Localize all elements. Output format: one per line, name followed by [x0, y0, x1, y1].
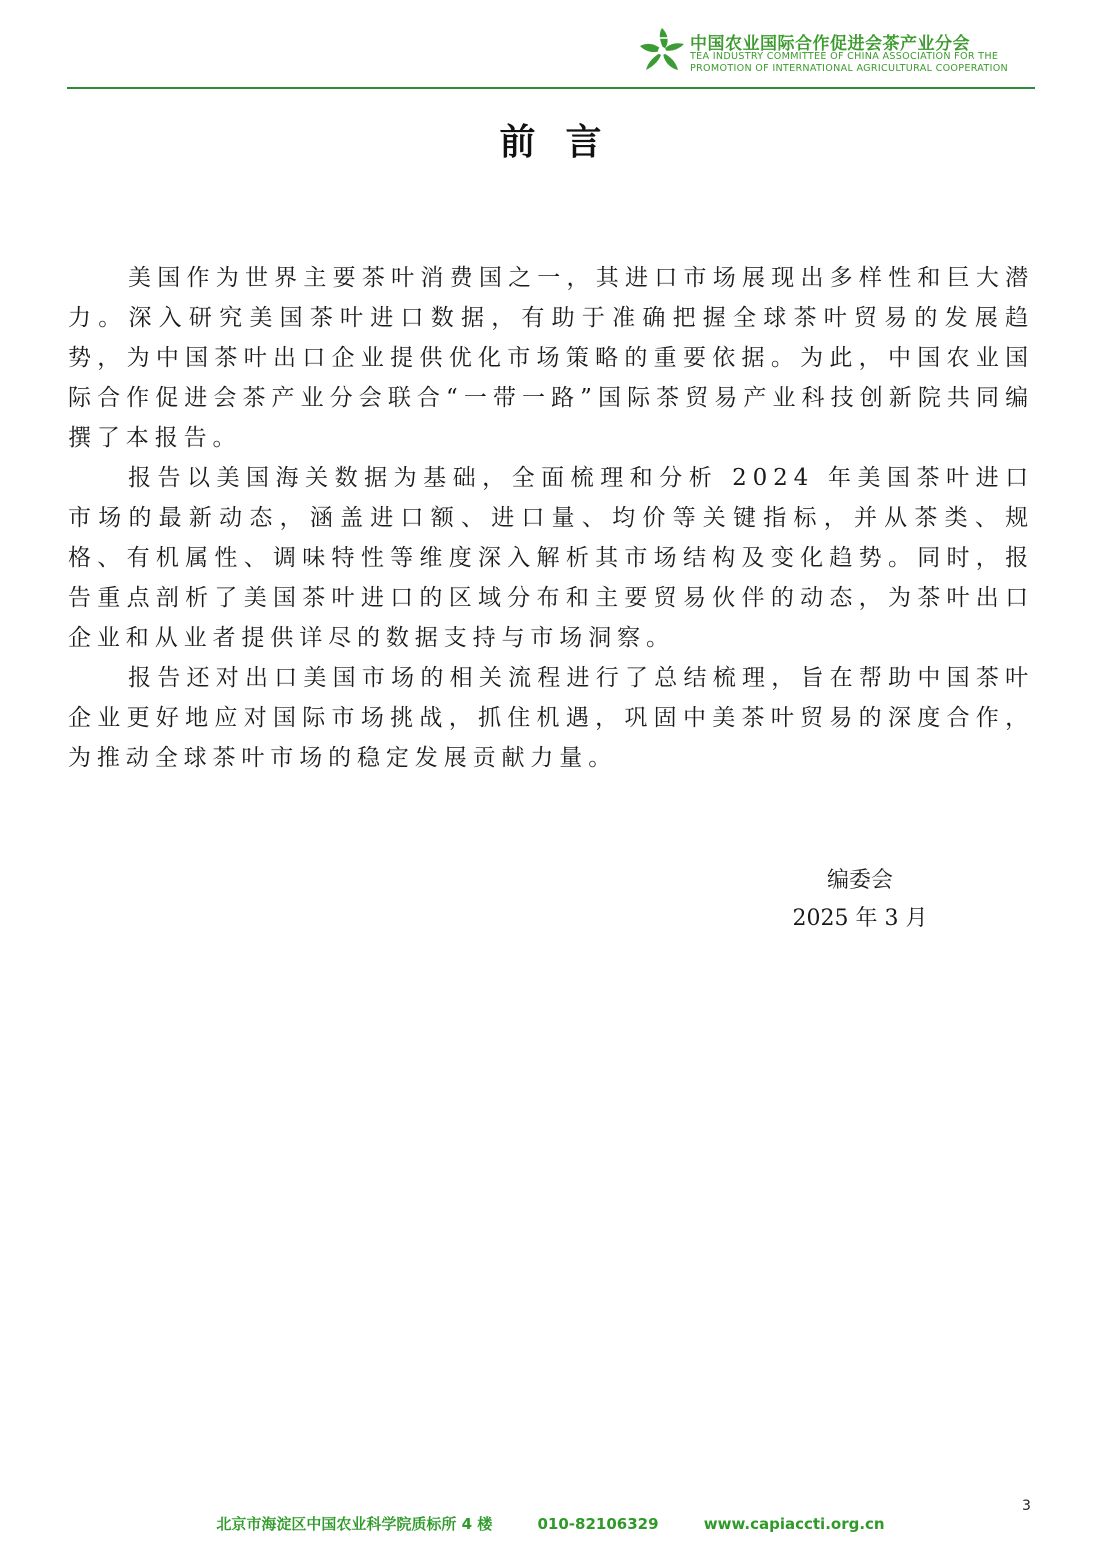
paragraph: 报告以美国海关数据为基础，全面梳理和分析 2024 年美国茶叶进口市场的最新动态，涵盖进口额、进口量、均价等关键指标，并从茶类、规格、有机属性、调味特性等维度深入解析其市场结构及变化趋势。同时，报告重点剖析了美国茶叶进口的区域分布和主要贸易伙伴的动态，为茶叶出口企业和从业者提供详尽的数据支持与市场洞察。 [68, 465, 1034, 651]
organization-name-cn: 中国农业国际合作促进会茶产业分会 [690, 34, 970, 54]
footer-phone: 010-82106329 [537, 1515, 659, 1533]
paragraph: 美国作为世界主要茶叶消费国之一，其进口市场展现出多样性和巨大潜力。深入研究美国茶叶进口数据，有助于准确把握全球茶叶贸易的发展趋势，为中国茶叶出口企业提供优化市场策略的重要依据。为此，中国农业国际合作促进会茶产业分会联合“一带一路”国际茶贸易产业科技创新院共同编撰了本报告。 [68, 265, 1034, 451]
page-number: 3 [1022, 1498, 1031, 1514]
signature-date: 2025 年 3 月 [792, 906, 928, 931]
page-title: 前言 [499, 121, 632, 163]
organization-name-en: TEA INDUSTRY COMMITTEE OF CHINA ASSOCIATION FOR THE PROMOTION OF INTERNATIONAL AGRICULTURAL COOPERATION [690, 51, 1009, 74]
signature-author: 编委会 [826, 868, 893, 893]
preface-body [68, 258, 1034, 778]
header-divider [67, 87, 1035, 89]
footer-address: 北京市海淀区中国农业科学院质标所 4 楼 [216, 1515, 493, 1533]
page-header [0, 0, 1101, 90]
signature-block [760, 862, 960, 938]
footer-website[interactable]: www.capiaccti.org.cn [703, 1515, 885, 1533]
paragraph: 报告还对出口美国市场的相关流程进行了总结梳理，旨在帮助中国茶叶企业更好地应对国际市场挑战，抓住机遇，巩固中美茶叶贸易的深度合作，为推动全球茶叶市场的稳定发展贡献力量。 [68, 665, 1034, 771]
page-footer [0, 1513, 1101, 1534]
tea-leaf-logo-icon [636, 24, 688, 76]
